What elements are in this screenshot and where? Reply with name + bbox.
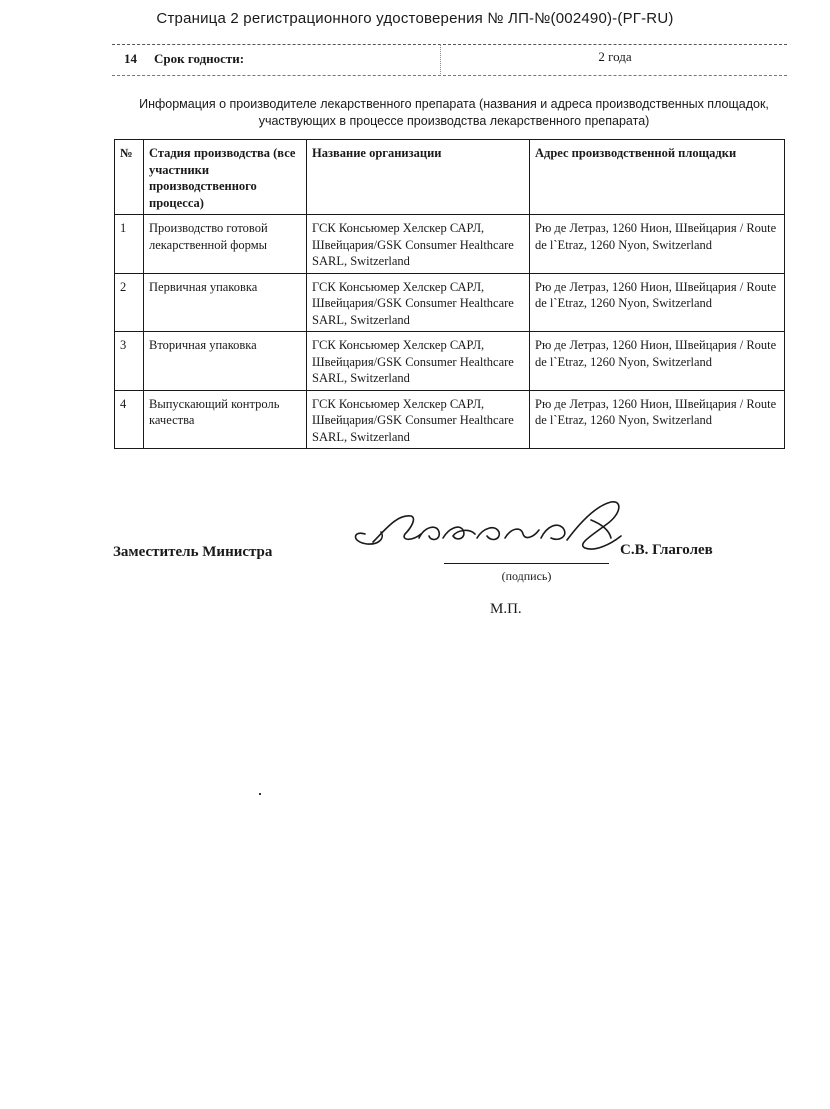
row-org: ГСК Консьюмер Хелскер САРЛ, Швейцария/GSK Consumer Healthcare SARL, Switzerland [307, 390, 530, 449]
signatory-role: Заместитель Министра [113, 544, 273, 560]
row-org: ГСК Консьюмер Хелскер САРЛ, Швейцария/GSK Consumer Healthcare SARL, Switzerland [307, 215, 530, 274]
handwritten-signature-icon [345, 494, 635, 564]
expiry-row-number: 14 [124, 51, 137, 66]
expiry-row-separator [440, 44, 441, 76]
table-row [115, 215, 785, 274]
row-address: Рю де Летраз, 1260 Нион, Швейцария / Route de l`Etraz, 1260 Nyon, Switzerland [530, 332, 785, 391]
row-stage: Выпускающий контроль качества [144, 390, 307, 449]
row-stage: Первичная упаковка [144, 273, 307, 332]
row-num: 1 [115, 215, 144, 274]
row-num: 3 [115, 332, 144, 391]
row-org: ГСК Консьюмер Хелскер САРЛ, Швейцария/GSK Consumer Healthcare SARL, Switzerland [307, 332, 530, 391]
signature-line [444, 563, 609, 564]
scan-speck [259, 793, 261, 795]
table-header-row [115, 140, 785, 215]
page-title: Страница 2 регистрационного удостоверения № ЛП-№(002490)-(РГ-RU) [156, 10, 674, 27]
manufacturer-info-intro: Информация о производителе лекарственного препарата (названия и адреса производственных площадок, участвующих в процессе производства лекарственного препарата) [139, 97, 769, 128]
column-header-address: Адрес производственной площадки [530, 140, 785, 215]
row-num: 4 [115, 390, 144, 449]
row-num: 2 [115, 273, 144, 332]
column-header-num: № [115, 140, 144, 215]
expiry-row-top-rule [112, 44, 787, 45]
row-stage: Производство готовой лекарственной формы [144, 215, 307, 274]
row-address: Рю де Летраз, 1260 Нион, Швейцария / Route de l`Etraz, 1260 Nyon, Switzerland [530, 215, 785, 274]
expiry-row-bottom-rule [112, 75, 787, 76]
table-row [115, 332, 785, 391]
row-address: Рю де Летраз, 1260 Нион, Швейцария / Route de l`Etraz, 1260 Nyon, Switzerland [530, 390, 785, 449]
column-header-org: Название организации [307, 140, 530, 215]
column-header-stage: Стадия производства (все участники производственного процесса) [144, 140, 307, 215]
signature-caption: (подпись) [501, 569, 552, 583]
row-org: ГСК Консьюмер Хелскер САРЛ, Швейцария/GSK Consumer Healthcare SARL, Switzerland [307, 273, 530, 332]
table-row [115, 390, 785, 449]
row-address: Рю де Летраз, 1260 Нион, Швейцария / Route de l`Etraz, 1260 Nyon, Switzerland [530, 273, 785, 332]
expiry-value: 2 года [598, 49, 632, 64]
table-row [115, 273, 785, 332]
expiry-label: Срок годности: [154, 51, 245, 66]
signatory-name: С.В. Глаголев [620, 542, 713, 558]
row-stage: Вторичная упаковка [144, 332, 307, 391]
manufacturer-table [114, 139, 785, 449]
stamp-place-label: М.П. [490, 601, 522, 617]
